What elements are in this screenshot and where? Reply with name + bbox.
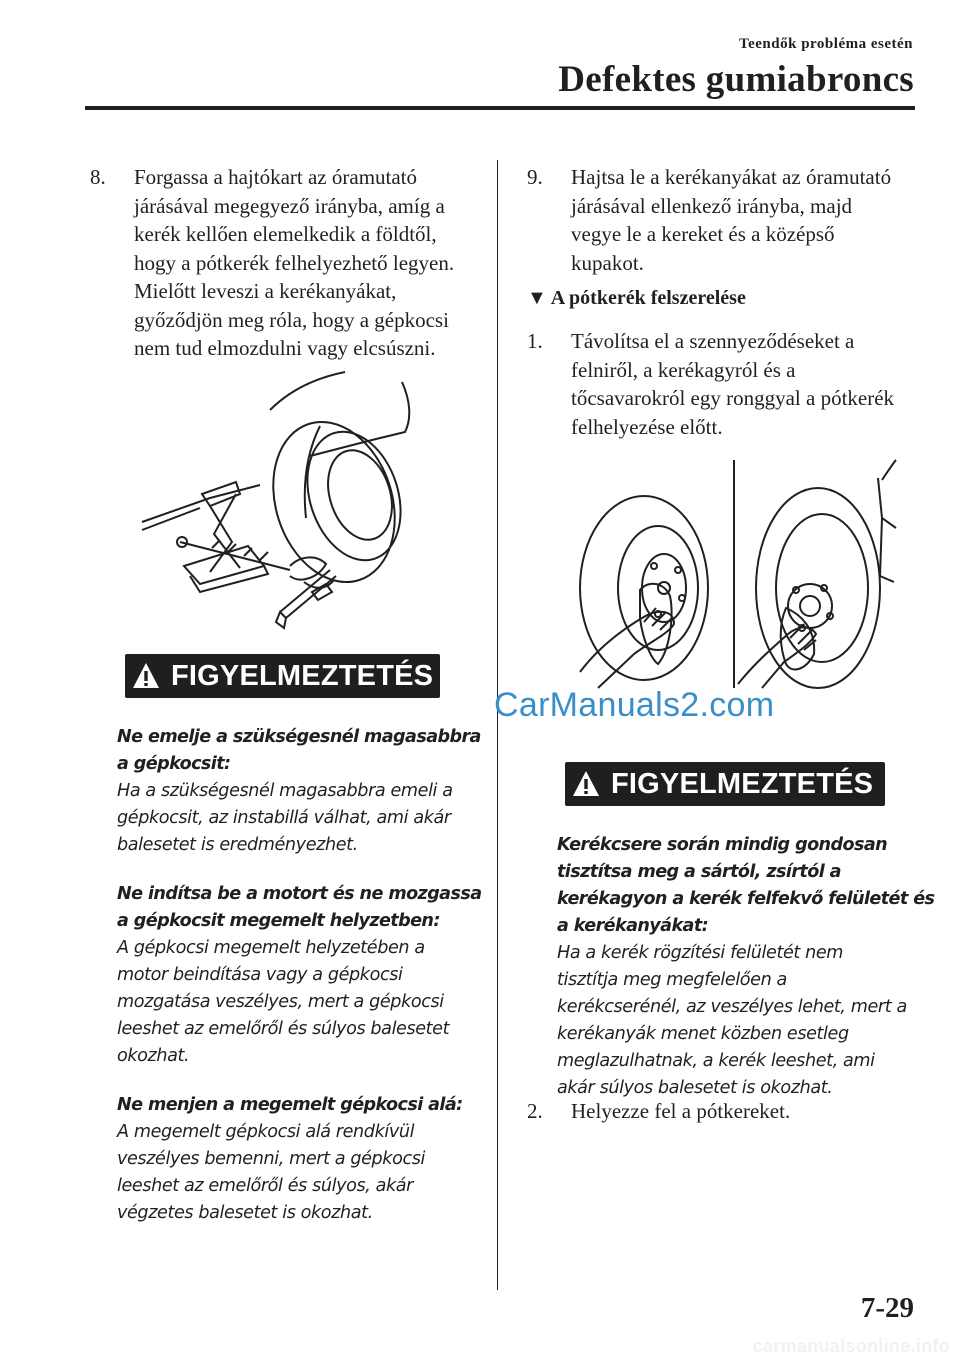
warning-text: Ha a szükségesnél magasabbra emeli a — [117, 781, 453, 801]
warning-heading: tisztítsa meg a sártól, zsírtól a — [557, 862, 841, 882]
warning-text: balesetet is eredményezhet. — [117, 835, 358, 855]
step-line: nem tud elmozdulni vagy elcsúszni. — [134, 336, 436, 360]
hub-cleaning-illustration — [578, 458, 898, 716]
warning-triangle-icon — [571, 769, 601, 799]
warning-text: gépkocsit, az instabillá válhat, ami akár — [117, 808, 451, 828]
warning-text: akár súlyos balesetet is okozhat. — [557, 1078, 833, 1098]
warning-heading: kerékagyon a kerék felfekvő felületét és — [557, 889, 935, 909]
warning-text: okozhat. — [117, 1046, 190, 1066]
warning-label: FIGYELMEZTETÉS — [171, 660, 434, 692]
page-title: Defektes gumiabroncs — [558, 59, 914, 100]
warning-heading: a gépkocsit: — [117, 754, 231, 774]
warning-body-right — [557, 832, 937, 1102]
warning-heading: Ne emelje a szükségesnél magasabbra — [117, 727, 481, 747]
warning-text: A gépkocsi megemelt helyzetében a — [117, 938, 425, 958]
step-line: kupakot. — [571, 250, 644, 275]
step-line: Hajtsa le a kerékanyákat az óramutató — [571, 165, 892, 189]
step-line: Mielőtt leveszi a kerékanyákat, — [134, 279, 397, 303]
footer-watermark: carmanualsonline.info — [752, 1336, 950, 1356]
warning-heading: a kerékanyákat: — [557, 916, 709, 936]
subsection-heading — [527, 286, 746, 310]
step-line: kerék kellően elemelkedik a földtől, — [134, 222, 437, 246]
step-number: 1. — [527, 329, 543, 353]
warning-text: A megemelt gépkocsi alá rendkívül — [117, 1122, 415, 1142]
column-divider — [497, 160, 498, 1290]
step-line: tőcsavarokról egy ronggyal a pótkerék — [571, 386, 895, 410]
page-number: 7-29 — [860, 1292, 914, 1324]
step-number: 9. — [527, 165, 543, 189]
warning-text: veszélyes bemenni, mert a gépkocsi — [117, 1149, 425, 1169]
step-1 — [527, 327, 937, 447]
step-line: győződjön meg róla, hogy a gépkocsi — [134, 307, 449, 332]
warning-text: meglazulhatnak, a kerék leeshet, ami — [557, 1051, 875, 1071]
jack-illustration — [140, 370, 450, 635]
step-line: Távolítsa el a szennyeződéseket a — [571, 329, 855, 353]
warning-text: leeshet az emelőről és súlyos balesetet — [117, 1019, 450, 1039]
step-line: járásával ellenkező irányba, majd — [571, 193, 853, 218]
step-8 — [90, 163, 490, 373]
step-number: 2. — [527, 1099, 543, 1123]
step-line: Helyezze fel a pótkereket. — [571, 1099, 791, 1123]
warning-heading: Kerékcsere során mindig gondosan — [557, 835, 888, 855]
warning-text: leeshet az emelőről és súlyos, akár — [117, 1176, 413, 1196]
step-number: 8. — [90, 165, 106, 189]
subsection-title: A pótkerék felszerelése — [550, 287, 746, 309]
header-divider — [85, 106, 915, 110]
step-9 — [527, 163, 937, 283]
warning-text: végzetes balesetet is okozhat. — [117, 1203, 373, 1223]
warning-heading: Ne menjen a megemelt gépkocsi alá: — [117, 1095, 463, 1115]
watermark: CarManuals2.com — [494, 686, 775, 724]
warning-banner — [565, 762, 885, 806]
step-line: hogy a pótkerék felhelyezhető legyen. — [134, 250, 455, 275]
step-2 — [527, 1097, 937, 1127]
warning-heading: a gépkocsit megemelt helyzetben: — [117, 911, 440, 931]
section-title: Teendők probléma esetén — [738, 36, 913, 52]
warning-banner — [125, 654, 440, 698]
warning-text: motor beindítása vagy a gépkocsi — [117, 965, 403, 985]
warning-triangle-icon — [131, 661, 161, 691]
step-line: felniről, a kerékagyról és a — [571, 357, 796, 382]
step-line: felhelyezése előtt. — [571, 414, 723, 439]
warning-text: mozgatása veszélyes, mert a gépkocsi — [117, 992, 444, 1012]
warning-text: Ha a kerék rögzítési felületét nem — [557, 943, 843, 963]
warning-text: kerékcserénél, az veszélyes lehet, mert a — [557, 997, 907, 1017]
warning-text: tisztítja meg megfelelően a — [557, 970, 787, 990]
warning-body-left — [117, 724, 487, 1227]
triangle-marker-icon: ▼ — [527, 287, 547, 309]
warning-heading: Ne indítsa be a motort és ne mozgassa — [117, 884, 482, 904]
step-line: vegye le a kereket és a középső — [571, 222, 835, 246]
warning-text: kerékanyák menet közben esetleg — [557, 1024, 849, 1044]
step-line: Forgassa a hajtókart az óramutató — [134, 165, 418, 189]
warning-label: FIGYELMEZTETÉS — [611, 768, 874, 800]
step-line: járásával megegyező irányba, amíg a — [134, 193, 445, 218]
